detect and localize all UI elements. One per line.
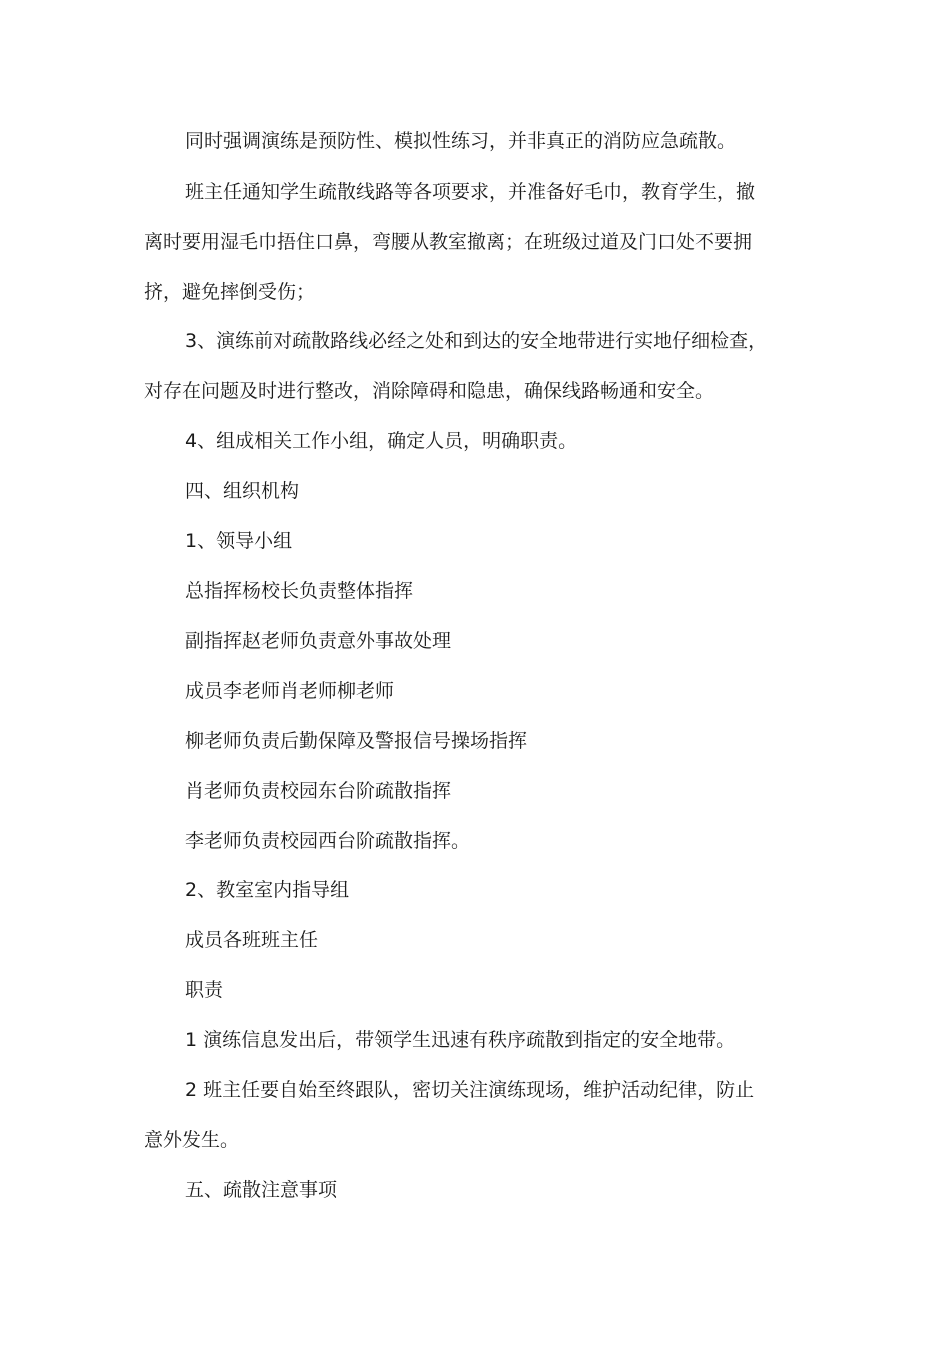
- paragraph-line: 总指挥杨校长负责整体指挥: [185, 580, 414, 602]
- paragraph-line: 成员李老师肖老师柳老师: [185, 680, 395, 702]
- paragraph-line: 意外发生。: [144, 1129, 240, 1151]
- section-heading: 四、组织机构: [185, 480, 300, 502]
- paragraph-line: 1 演练信息发出后，带领学生迅速有秩序疏散到指定的安全地带。: [185, 1029, 736, 1051]
- paragraph-line: 挤，避免摔倒受伤；: [144, 281, 316, 303]
- subsection-heading: 1、领导小组: [185, 530, 293, 552]
- paragraph-line: 职责: [185, 979, 224, 1001]
- paragraph-line: 肖老师负责校园东台阶疏散指挥: [185, 780, 452, 802]
- paragraph-line: 成员各班班主任: [185, 929, 319, 951]
- subsection-heading: 2、教室室内指导组: [185, 879, 350, 901]
- paragraph-line: 3、演练前对疏散路线必经之处和到达的安全地带进行实地仔细检查，: [185, 330, 768, 352]
- paragraph-line: 2 班主任要自始至终跟队，密切关注演练现场，维护活动纪律，防止: [185, 1079, 755, 1101]
- paragraph-line: 李老师负责校园西台阶疏散指挥。: [185, 830, 471, 852]
- paragraph-line: 同时强调演练是预防性、模拟性练习，并非真正的消防应急疏散。: [185, 130, 737, 152]
- section-heading: 五、疏散注意事项: [185, 1179, 338, 1201]
- paragraph-line: 柳老师负责后勤保障及警报信号操场指挥: [185, 730, 528, 752]
- paragraph-line: 班主任通知学生疏散线路等各项要求，并准备好毛巾，教育学生，撤: [185, 181, 756, 203]
- paragraph-line: 4、组成相关工作小组，确定人员，明确职责。: [185, 430, 578, 452]
- paragraph-line: 对存在问题及时进行整改，消除障碍和隐患，确保线路畅通和安全。: [144, 380, 715, 402]
- paragraph-line: 副指挥赵老师负责意外事故处理: [185, 630, 452, 652]
- paragraph-line: 离时要用湿毛巾捂住口鼻，弯腰从教室撤离；在班级过道及门口处不要拥: [144, 231, 753, 253]
